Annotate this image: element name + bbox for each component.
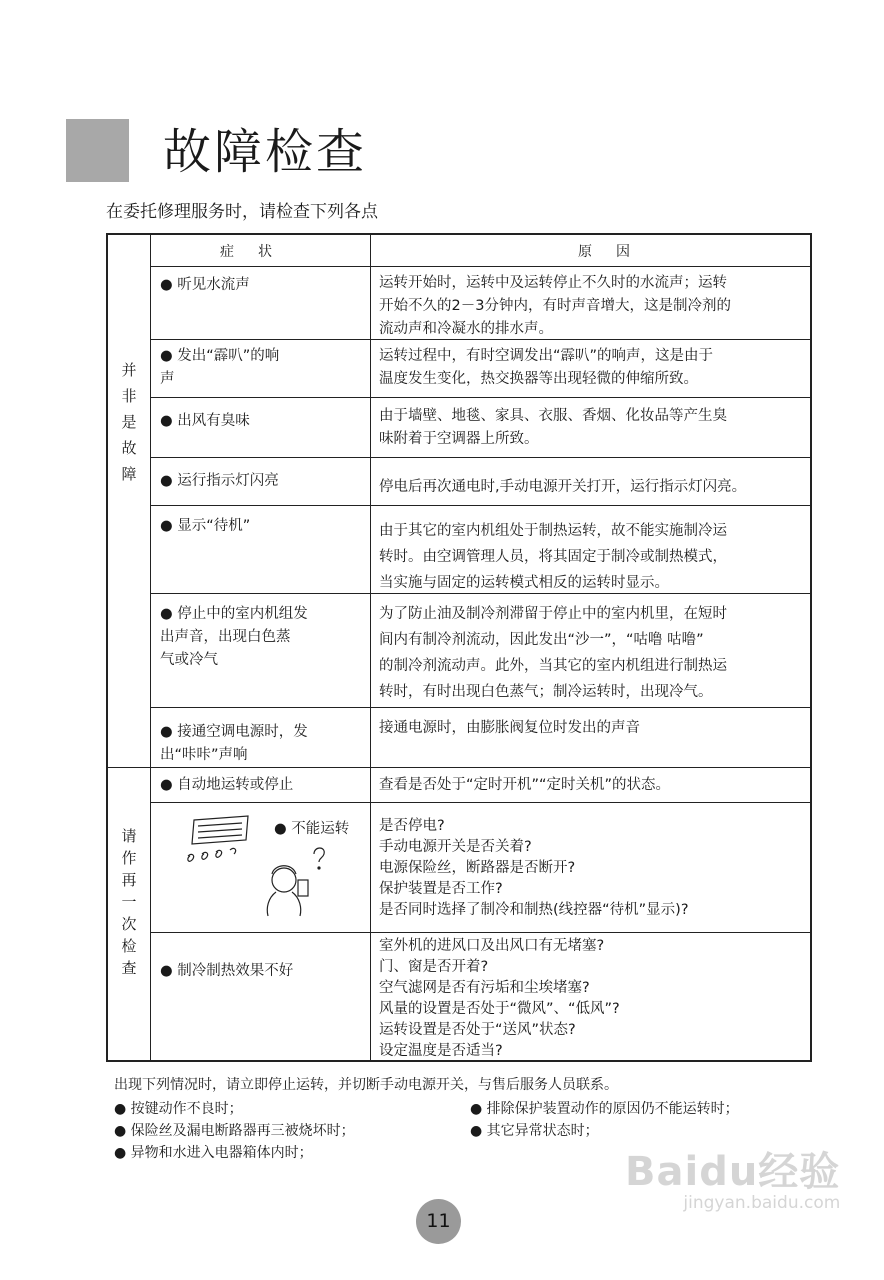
group-label-char: 障 — [121, 465, 137, 483]
symptom-cell: ● 听见水流声 — [160, 277, 250, 293]
cause-line: 味附着于空调器上所致。 — [379, 431, 539, 447]
group-column-divider — [150, 235, 151, 1060]
cause-line: 停电后再次通电时,手动电源开关打开，运行指示灯闪亮。 — [379, 479, 747, 495]
cause-line: 接通电源时，由膨胀阀复位时发出的声音 — [379, 720, 640, 736]
page-subtitle: 在委托修理服务时，请检查下列各点 — [106, 202, 378, 222]
footer-item: ● 按键动作不良时； — [114, 1101, 243, 1117]
cause-line: 由于墙壁、地毯、家具、衣服、香烟、化妆品等产生臭 — [379, 408, 727, 424]
row-divider — [150, 505, 812, 506]
cause-line: 转时，有时出现白色蒸气；制冷运转时，出现冷气。 — [379, 684, 713, 700]
cause-line: 设定温度是否适当? — [379, 1043, 503, 1059]
cause-cell — [379, 717, 640, 740]
cause-line: 由于其它的室内机组处于制热运转，故不能实施制冷运 — [379, 523, 727, 539]
footer-item: ● 异物和水进入电器箱体内时； — [114, 1145, 313, 1161]
group-label-char: 检 — [121, 937, 137, 955]
cause-cell — [379, 601, 727, 705]
symptom-cell: ● 自动地运转或停止 — [160, 777, 294, 793]
cause-line: 为了防止油及制冷剂滞留于停止中的室内机里，在短时 — [379, 606, 727, 622]
cause-cell — [379, 816, 689, 921]
cause-line: 间内有制冷剂流动，因此发出“沙一”，“咕噜 咕噜” — [379, 632, 704, 648]
watermark-sub: jingyan.baidu.com — [683, 1193, 841, 1213]
symptom-cell: ● 停止中的室内机组发 出声音，出现白色蒸 气或冷气 — [160, 606, 308, 668]
cause-cell — [379, 345, 713, 391]
cause-cell — [379, 272, 731, 341]
cause-cell — [379, 936, 620, 1062]
cause-cell — [379, 405, 727, 451]
cause-cell — [379, 476, 746, 499]
group-label-char: 一 — [121, 893, 137, 911]
cause-line: 转时。由空调管理人员，将其固定于制冷或制热模式， — [379, 549, 727, 565]
cause-line: 查看是否处于“定时开机”“定时关机”的状态。 — [379, 777, 671, 793]
watermark-main: Baidu经验 — [625, 1149, 841, 1195]
cause-cell — [379, 518, 727, 596]
baidu-watermark — [625, 1140, 840, 1213]
cause-cell — [379, 774, 670, 797]
cause-line: 是否停电? — [379, 818, 445, 834]
symptom-cell: ● 不能运转 — [274, 821, 350, 837]
footer-item: ● 排除保护装置动作的原因仍不能运转时； — [470, 1101, 739, 1117]
symptom-cell: ● 显示“待机” — [160, 518, 251, 534]
group-label-not-fault — [119, 357, 139, 487]
page-number: 11 — [416, 1199, 461, 1244]
group-label-char: 请 — [121, 827, 137, 845]
cause-line: 风量的设置是否处于“微风”、“低风”? — [379, 1001, 620, 1017]
cause-line: 的制冷剂流动声。此外，当其它的室内机组进行制热运 — [379, 658, 727, 674]
cause-line: 是否同时选择了制冷和制热(线控器“待机”显示)? — [379, 902, 689, 918]
group-label-char: 并 — [121, 361, 137, 379]
header-divider — [150, 266, 812, 267]
group-label-char: 再 — [121, 871, 137, 889]
cause-line: 门、窗是否开着? — [379, 959, 489, 975]
symptom-cell: ● 发出“霹叭”的响 声 — [160, 348, 280, 387]
group-label-char: 次 — [121, 915, 137, 933]
group-label-char: 故 — [121, 439, 137, 457]
cause-line: 开始不久的2－3分钟内，有时声音增大，这是制冷剂的 — [379, 298, 731, 314]
group-label-check-again — [119, 825, 139, 979]
group-divider — [108, 767, 812, 768]
page-title: 故障检查 — [163, 124, 368, 180]
group-label-char: 非 — [121, 387, 137, 405]
cause-line: 保护装置是否工作? — [379, 881, 503, 897]
row-divider — [150, 932, 812, 933]
symptom-cell: ● 制冷制热效果不好 — [160, 963, 294, 979]
group-label-char: 查 — [121, 959, 137, 977]
symptom-cause-divider — [370, 235, 371, 1060]
footer-item: ● 保险丝及漏电断路器再三被烧坏时； — [114, 1123, 355, 1139]
symptom-cell: ● 接通空调电源时，发 出“咔咔”声响 — [160, 724, 308, 763]
row-divider — [150, 397, 812, 398]
cause-line: 运转过程中，有时空调发出“霹叭”的响声，这是由于 — [379, 348, 714, 364]
symptom-cell: ● 运行指示灯闪亮 — [160, 473, 279, 489]
header-symptom: 症状 — [220, 244, 296, 260]
cause-line: 运转设置是否处于“送风”状态? — [379, 1022, 576, 1038]
cause-line: 空气滤网是否有污垢和尘埃堵塞? — [379, 980, 590, 996]
symptom-cell: ● 出风有臭味 — [160, 413, 250, 429]
row-divider — [150, 802, 812, 803]
cause-line: 流动声和冷凝水的排水声。 — [379, 321, 553, 337]
cause-line: 手动电源开关是否关着? — [379, 839, 532, 855]
troubleshooting-table — [106, 233, 812, 1062]
cause-line: 运转开始时，运转中及运转停止不久时的水流声；运转 — [379, 275, 727, 291]
cause-line: 电源保险丝，断路器是否断开? — [379, 860, 576, 876]
row-divider — [150, 457, 812, 458]
group-label-char: 作 — [121, 849, 137, 867]
aircon-person-illustration — [176, 810, 326, 925]
header-cause: 原因 — [578, 244, 654, 260]
footer-item: ● 其它异常状态时； — [470, 1123, 599, 1139]
cause-line: 温度发生变化，热交换器等出现轻微的伸缩所致。 — [379, 371, 698, 387]
row-divider — [150, 707, 812, 708]
cause-line: 当实施与固定的运转模式相反的运转时显示。 — [379, 575, 669, 591]
group-label-char: 是 — [121, 413, 137, 431]
cause-line: 室外机的进风口及出风口有无堵塞? — [379, 938, 605, 954]
title-block — [66, 119, 129, 182]
footer-intro: 出现下列情况时，请立即停止运转，并切断手动电源开关，与售后服务人员联系。 — [114, 1077, 618, 1093]
